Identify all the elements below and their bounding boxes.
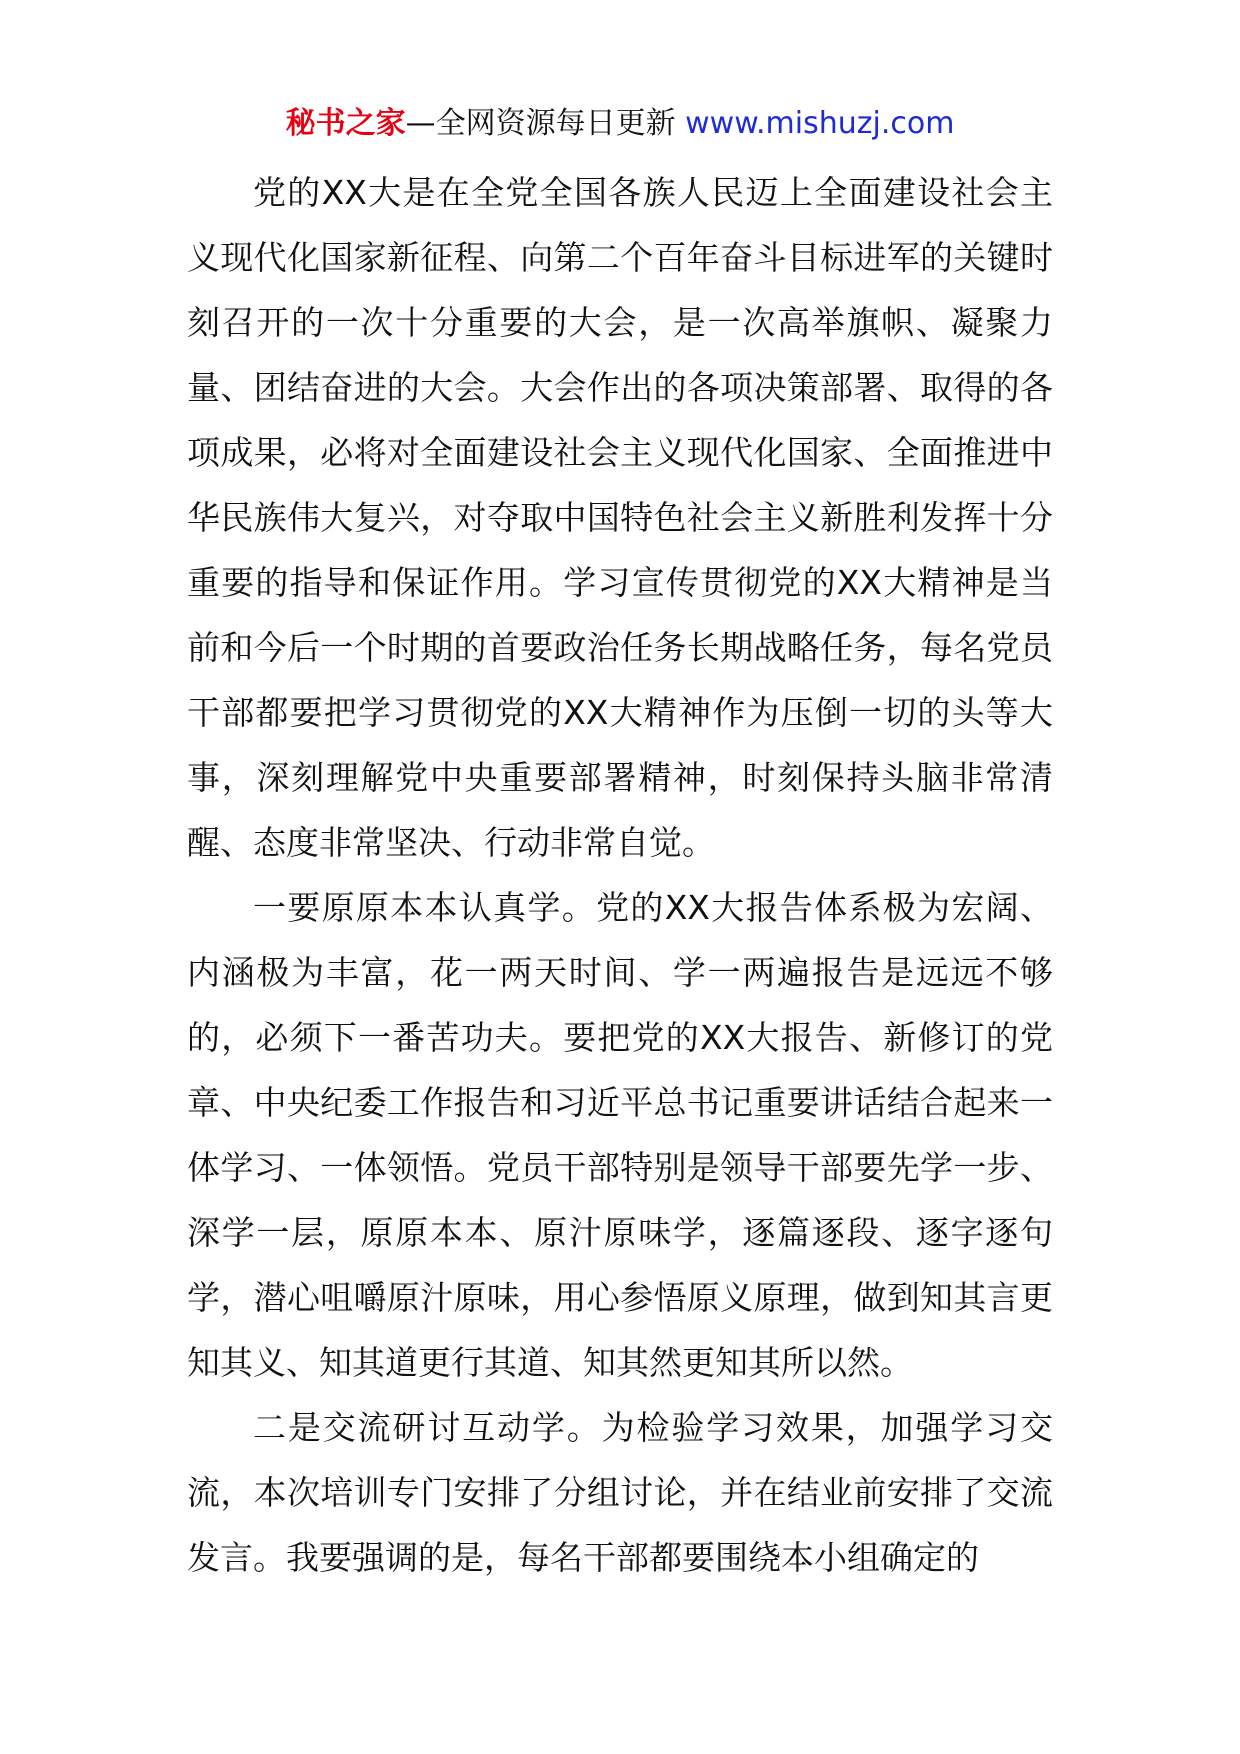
paragraph-intro: 党的XX大是在全党全国各族人民迈上全面建设社会主义现代化国家新征程、向第二个百年奋斗目标进军的关键时刻召开的一次十分重要的大会，是一次高举旗帜、凝聚力量、团结奋进的大会。大会作出的各项决策部署、取得的各项成果，必将对全面建设社会主义现代化国家、全面推进中华民族伟大复兴，对夺取中国特色社会主义新胜利发挥十分重要的指导和保证作用。学习宣传贯彻党的XX大精神是当前和今后一个时期的首要政治任务长期战略任务，每名党员干部都要把学习贯彻党的XX大精神作为压倒一切的头等大事，深刻理解党中央重要部署精神，时刻保持头脑非常清醒、态度非常坚决、行动非常自觉。	[187, 173, 1053, 862]
header-brand: 秘书之家	[285, 106, 406, 141]
header-url-link[interactable]: www.mishuzj.com	[685, 106, 955, 141]
paragraph-point-one: 一要原原本本认真学。党的XX大报告体系极为宏阔、内涵极为丰富，花一两天时间、学一两遍报告是远远不够的，必须下一番苦功夫。要把党的XX大报告、新修订的党章、中央纪委工作报告和习近平总书记重要讲话结合起来一体学习、一体领悟。党员干部特别是领导干部要先学一步、深学一层，原原本本、原汁原味学，逐篇逐段、逐字逐句学，潜心咀嚼原汁原味，用心参悟原义原理，做到知其言更知其义、知其道更行其道、知其然更知其所以然。	[187, 888, 1053, 1382]
page-header	[0, 104, 1240, 144]
document-body	[187, 160, 1053, 1590]
paragraph-point-two: 二是交流研讨互动学。为检验学习效果，加强学习交流，本次培训专门安排了分组讨论，并在结业前安排了交流发言。我要强调的是，每名干部都要围绕本小组确定的	[187, 1408, 1053, 1577]
header-tagline: —全网资源每日更新	[405, 106, 686, 141]
